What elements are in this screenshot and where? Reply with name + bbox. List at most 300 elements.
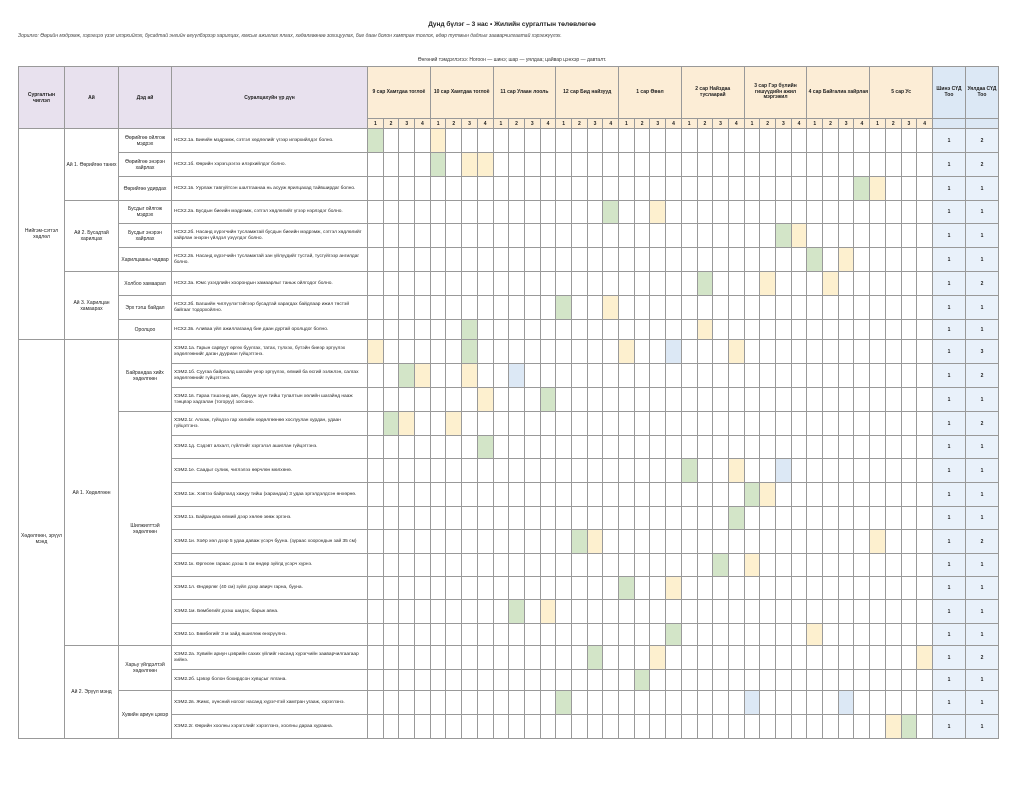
week-cell bbox=[415, 670, 431, 691]
new-count-cell: 1 bbox=[932, 272, 965, 296]
week-cell bbox=[713, 272, 729, 296]
week-cell bbox=[807, 153, 823, 177]
week-cell bbox=[415, 436, 431, 459]
week-cell bbox=[430, 483, 446, 507]
annual-plan-table bbox=[18, 66, 999, 739]
aim-cell: Ай 2. Эрүүл мэнд bbox=[65, 646, 119, 739]
week-number: 2 bbox=[509, 119, 525, 129]
week-cell bbox=[917, 624, 933, 646]
week-cell bbox=[807, 670, 823, 691]
week-cell-new bbox=[509, 600, 525, 624]
week-cell bbox=[524, 507, 540, 530]
week-cell bbox=[917, 272, 933, 296]
count-spacer bbox=[965, 119, 998, 129]
week-cell bbox=[901, 554, 917, 577]
week-cell bbox=[823, 224, 839, 248]
table-row bbox=[19, 646, 999, 670]
week-cell bbox=[681, 340, 697, 364]
week-cell bbox=[556, 224, 572, 248]
learning-outcome-cell: НСХ2.3в. Аливаа үйл ажиллагаанд бие даан дуртай оролцдог болно. bbox=[172, 320, 368, 340]
week-cell bbox=[760, 507, 776, 530]
table-row bbox=[19, 224, 999, 248]
learning-outcome-cell: НСХ2.1в. Уурлаж тавгүйтсэн шалтгаанаа нь асууж ярилцахад тайвширдаг болно. bbox=[172, 177, 368, 201]
sub-aim-cell: Бусдыг ойлгож мэдрэх bbox=[119, 201, 172, 224]
week-cell bbox=[728, 436, 744, 459]
week-cell bbox=[540, 483, 556, 507]
week-cell bbox=[760, 715, 776, 739]
week-cell bbox=[556, 483, 572, 507]
week-cell bbox=[885, 248, 901, 272]
table-row bbox=[19, 296, 999, 320]
week-cell bbox=[728, 577, 744, 600]
week-cell bbox=[791, 201, 807, 224]
week-cell bbox=[870, 224, 886, 248]
week-cell bbox=[540, 224, 556, 248]
week-cell bbox=[446, 646, 462, 670]
week-cell bbox=[666, 600, 682, 624]
learning-outcome-cell: ХЭМ2.2б. Цэвэр болон бохирдсон хувцсыг ялгана. bbox=[172, 670, 368, 691]
week-cell bbox=[603, 600, 619, 624]
table-row bbox=[19, 177, 999, 201]
week-cell-link bbox=[823, 272, 839, 296]
week-cell bbox=[446, 248, 462, 272]
week-cell bbox=[368, 412, 384, 436]
week-cell bbox=[556, 436, 572, 459]
week-cell bbox=[430, 272, 446, 296]
week-cell-link bbox=[807, 624, 823, 646]
week-cell bbox=[430, 670, 446, 691]
week-cell bbox=[791, 388, 807, 412]
week-cell bbox=[430, 412, 446, 436]
week-cell bbox=[697, 646, 713, 670]
week-cell bbox=[603, 248, 619, 272]
week-cell bbox=[760, 691, 776, 715]
week-cell bbox=[619, 600, 635, 624]
week-cell bbox=[462, 670, 478, 691]
week-cell bbox=[917, 715, 933, 739]
week-cell bbox=[383, 646, 399, 670]
week-cell bbox=[446, 577, 462, 600]
learning-outcome-cell: ХЭМ2.1г. Алхаж, гүйхдээ гар хөлийн хөдөлгөөнөө хослуулан хурдан, удаан гүйцэтгэнэ. bbox=[172, 412, 368, 436]
learning-outcome-cell: НСХ2.1а. Биеийн мэдрэмж, сэтгэл хөдлөлийг үгээр илэрхийлдэг болно. bbox=[172, 129, 368, 153]
week-cell bbox=[728, 670, 744, 691]
week-cell bbox=[477, 577, 493, 600]
week-cell-link bbox=[760, 272, 776, 296]
week-cell bbox=[838, 436, 854, 459]
week-cell bbox=[917, 248, 933, 272]
week-cell bbox=[524, 483, 540, 507]
week-cell bbox=[713, 624, 729, 646]
week-cell bbox=[713, 483, 729, 507]
aim-cell: Ай 1. Хөдөлгөөн bbox=[65, 340, 119, 646]
page-title: Дунд бүлэг – 3 нас • Жилийн сургалтын төлөвлөгөө bbox=[428, 21, 596, 28]
week-cell bbox=[524, 691, 540, 715]
week-cell bbox=[870, 296, 886, 320]
week-cell bbox=[540, 201, 556, 224]
week-cell bbox=[556, 459, 572, 483]
week-cell bbox=[776, 646, 792, 670]
week-cell bbox=[619, 153, 635, 177]
week-cell bbox=[885, 436, 901, 459]
learning-outcome-cell: НСХ2.3б. Багшийн чиглүүлэгтэйгээр бусадтай харагдах байдлаар ижил төстэй байгааг тодорхойлно. bbox=[172, 296, 368, 320]
week-cell bbox=[415, 224, 431, 248]
week-cell bbox=[791, 715, 807, 739]
week-cell bbox=[760, 624, 776, 646]
week-cell bbox=[462, 459, 478, 483]
link-count-cell: 1 bbox=[965, 507, 998, 530]
week-cell bbox=[917, 691, 933, 715]
week-cell bbox=[713, 670, 729, 691]
week-cell bbox=[493, 320, 509, 340]
link-count-cell: 2 bbox=[965, 129, 998, 153]
week-cell bbox=[634, 388, 650, 412]
week-cell bbox=[493, 364, 509, 388]
week-cell bbox=[666, 507, 682, 530]
week-cell bbox=[368, 272, 384, 296]
week-cell bbox=[415, 600, 431, 624]
week-cell bbox=[870, 691, 886, 715]
week-cell bbox=[556, 715, 572, 739]
week-cell bbox=[854, 715, 870, 739]
week-cell bbox=[368, 600, 384, 624]
week-cell bbox=[744, 412, 760, 436]
week-cell bbox=[540, 646, 556, 670]
week-cell bbox=[634, 577, 650, 600]
week-cell bbox=[368, 320, 384, 340]
week-cell bbox=[587, 600, 603, 624]
week-cell bbox=[556, 201, 572, 224]
week-cell bbox=[477, 340, 493, 364]
week-cell bbox=[823, 646, 839, 670]
week-cell bbox=[383, 670, 399, 691]
week-cell bbox=[603, 177, 619, 201]
week-cell bbox=[556, 153, 572, 177]
week-cell bbox=[823, 129, 839, 153]
count-spacer bbox=[932, 119, 965, 129]
week-cell bbox=[713, 364, 729, 388]
week-cell bbox=[587, 153, 603, 177]
week-cell bbox=[477, 483, 493, 507]
week-cell bbox=[776, 715, 792, 739]
week-number: 1 bbox=[556, 119, 572, 129]
link-count-cell: 1 bbox=[965, 320, 998, 340]
week-cell bbox=[634, 507, 650, 530]
week-cell bbox=[697, 459, 713, 483]
week-cell bbox=[572, 715, 588, 739]
week-cell bbox=[697, 177, 713, 201]
week-number: 1 bbox=[368, 119, 384, 129]
week-cell bbox=[713, 715, 729, 739]
week-cell bbox=[462, 272, 478, 296]
week-cell bbox=[666, 646, 682, 670]
week-cell-link bbox=[462, 153, 478, 177]
week-cell bbox=[854, 670, 870, 691]
week-cell bbox=[415, 129, 431, 153]
week-cell bbox=[477, 530, 493, 554]
week-cell bbox=[807, 577, 823, 600]
week-cell bbox=[823, 340, 839, 364]
week-cell bbox=[917, 670, 933, 691]
week-cell bbox=[823, 624, 839, 646]
week-cell-new bbox=[556, 296, 572, 320]
week-cell bbox=[776, 248, 792, 272]
week-cell bbox=[650, 224, 666, 248]
week-cell bbox=[446, 459, 462, 483]
week-cell bbox=[744, 624, 760, 646]
sub-aim-cell: Хувийн ариун цэвэр bbox=[119, 691, 172, 739]
week-cell-link bbox=[430, 129, 446, 153]
week-cell bbox=[462, 296, 478, 320]
week-cell bbox=[870, 646, 886, 670]
week-cell bbox=[823, 483, 839, 507]
week-cell bbox=[650, 600, 666, 624]
week-cell bbox=[838, 272, 854, 296]
week-cell-link bbox=[603, 296, 619, 320]
week-cell bbox=[368, 646, 384, 670]
week-cell bbox=[838, 507, 854, 530]
week-number: 1 bbox=[430, 119, 446, 129]
week-cell bbox=[776, 624, 792, 646]
week-cell bbox=[556, 507, 572, 530]
week-cell bbox=[446, 436, 462, 459]
col-header-count-link: Уялдаа СҮД Тоо bbox=[965, 67, 998, 119]
week-cell bbox=[838, 201, 854, 224]
week-cell bbox=[760, 153, 776, 177]
week-cell bbox=[399, 177, 415, 201]
week-cell bbox=[917, 320, 933, 340]
week-cell-link bbox=[462, 364, 478, 388]
week-cell bbox=[697, 388, 713, 412]
week-cell bbox=[477, 412, 493, 436]
week-cell bbox=[791, 340, 807, 364]
learning-outcome-cell: НСХ2.2в. Насанд хүрэгчийн тусламжтай зан үйлүүдийг тустай, тусгүйгээр ангилдаг болно. bbox=[172, 248, 368, 272]
week-cell bbox=[399, 153, 415, 177]
week-cell bbox=[776, 412, 792, 436]
week-cell bbox=[791, 436, 807, 459]
new-count-cell: 1 bbox=[932, 340, 965, 364]
week-cell bbox=[870, 507, 886, 530]
week-cell bbox=[368, 248, 384, 272]
week-cell bbox=[681, 412, 697, 436]
week-cell bbox=[728, 248, 744, 272]
week-cell bbox=[901, 224, 917, 248]
week-cell bbox=[885, 670, 901, 691]
week-cell bbox=[634, 129, 650, 153]
week-cell bbox=[415, 483, 431, 507]
week-cell bbox=[776, 670, 792, 691]
week-cell bbox=[619, 388, 635, 412]
week-cell bbox=[509, 177, 525, 201]
week-cell bbox=[760, 177, 776, 201]
week-cell bbox=[713, 507, 729, 530]
week-cell bbox=[462, 624, 478, 646]
week-cell bbox=[572, 224, 588, 248]
week-cell bbox=[430, 388, 446, 412]
week-cell bbox=[681, 296, 697, 320]
new-count-cell: 1 bbox=[932, 224, 965, 248]
week-cell bbox=[728, 715, 744, 739]
week-cell bbox=[760, 248, 776, 272]
week-cell bbox=[509, 436, 525, 459]
week-cell bbox=[524, 129, 540, 153]
new-count-cell: 1 bbox=[932, 296, 965, 320]
week-cell bbox=[823, 320, 839, 340]
week-cell bbox=[917, 224, 933, 248]
col-header-count-new: Шинэ СҮД Тоо bbox=[932, 67, 965, 119]
week-cell bbox=[666, 153, 682, 177]
week-cell bbox=[587, 624, 603, 646]
week-cell bbox=[917, 153, 933, 177]
week-cell bbox=[713, 340, 729, 364]
week-cell bbox=[603, 364, 619, 388]
week-cell bbox=[728, 201, 744, 224]
week-cell bbox=[854, 691, 870, 715]
week-cell-new bbox=[572, 530, 588, 554]
week-cell bbox=[791, 412, 807, 436]
week-cell bbox=[870, 554, 886, 577]
week-cell bbox=[540, 554, 556, 577]
week-cell bbox=[619, 412, 635, 436]
week-cell bbox=[838, 224, 854, 248]
week-cell bbox=[509, 412, 525, 436]
week-cell bbox=[697, 530, 713, 554]
week-cell bbox=[791, 600, 807, 624]
week-cell bbox=[399, 272, 415, 296]
week-cell bbox=[650, 248, 666, 272]
week-cell bbox=[415, 177, 431, 201]
week-cell bbox=[556, 340, 572, 364]
week-cell bbox=[791, 272, 807, 296]
week-cell-link bbox=[477, 153, 493, 177]
week-cell bbox=[807, 554, 823, 577]
week-cell bbox=[823, 201, 839, 224]
week-cell bbox=[634, 272, 650, 296]
week-cell bbox=[634, 224, 650, 248]
month-header: 3 сар Гэр бүлийн гишүүдийн ажил мэргэжил bbox=[744, 67, 807, 119]
week-number: 2 bbox=[634, 119, 650, 129]
week-cell bbox=[807, 646, 823, 670]
week-cell bbox=[524, 600, 540, 624]
week-cell bbox=[462, 483, 478, 507]
week-cell bbox=[776, 129, 792, 153]
week-cell bbox=[587, 272, 603, 296]
link-count-cell: 1 bbox=[965, 224, 998, 248]
week-cell bbox=[760, 459, 776, 483]
table-row bbox=[19, 248, 999, 272]
week-cell bbox=[587, 364, 603, 388]
week-cell bbox=[462, 224, 478, 248]
week-cell bbox=[430, 624, 446, 646]
week-cell bbox=[446, 129, 462, 153]
week-cell bbox=[603, 224, 619, 248]
week-cell bbox=[854, 412, 870, 436]
week-cell bbox=[917, 340, 933, 364]
week-cell bbox=[917, 412, 933, 436]
new-count-cell: 1 bbox=[932, 600, 965, 624]
week-cell bbox=[619, 691, 635, 715]
new-count-cell: 1 bbox=[932, 554, 965, 577]
week-cell bbox=[383, 691, 399, 715]
week-cell bbox=[776, 577, 792, 600]
week-cell bbox=[524, 201, 540, 224]
week-cell bbox=[885, 554, 901, 577]
week-cell bbox=[666, 715, 682, 739]
week-cell bbox=[807, 296, 823, 320]
link-count-cell: 3 bbox=[965, 340, 998, 364]
week-cell-new bbox=[462, 320, 478, 340]
week-cell bbox=[493, 272, 509, 296]
week-cell bbox=[603, 153, 619, 177]
new-count-cell: 1 bbox=[932, 388, 965, 412]
week-cell-new bbox=[587, 646, 603, 670]
week-cell bbox=[791, 577, 807, 600]
new-count-cell: 1 bbox=[932, 412, 965, 436]
week-cell bbox=[477, 201, 493, 224]
week-cell bbox=[744, 248, 760, 272]
week-cell bbox=[666, 530, 682, 554]
week-cell bbox=[368, 436, 384, 459]
week-cell bbox=[854, 600, 870, 624]
week-cell bbox=[681, 129, 697, 153]
week-cell bbox=[462, 201, 478, 224]
week-cell bbox=[870, 201, 886, 224]
new-count-cell: 1 bbox=[932, 153, 965, 177]
week-cell bbox=[901, 129, 917, 153]
new-count-cell: 1 bbox=[932, 577, 965, 600]
week-cell bbox=[572, 483, 588, 507]
week-cell bbox=[744, 340, 760, 364]
week-cell-new bbox=[430, 153, 446, 177]
week-cell bbox=[509, 715, 525, 739]
week-cell bbox=[728, 224, 744, 248]
week-cell bbox=[524, 177, 540, 201]
week-cell bbox=[462, 577, 478, 600]
week-cell bbox=[462, 530, 478, 554]
week-cell bbox=[415, 577, 431, 600]
week-cell-new bbox=[744, 483, 760, 507]
week-cell bbox=[666, 436, 682, 459]
week-cell bbox=[446, 483, 462, 507]
week-cell bbox=[603, 412, 619, 436]
week-cell bbox=[901, 272, 917, 296]
week-cell bbox=[368, 296, 384, 320]
table-row bbox=[19, 272, 999, 296]
week-cell bbox=[823, 600, 839, 624]
week-cell bbox=[854, 388, 870, 412]
week-cell bbox=[603, 646, 619, 670]
week-cell bbox=[634, 436, 650, 459]
week-cell bbox=[870, 459, 886, 483]
week-cell-new bbox=[728, 507, 744, 530]
week-cell bbox=[383, 483, 399, 507]
week-cell bbox=[587, 201, 603, 224]
new-count-cell: 1 bbox=[932, 691, 965, 715]
learning-outcome-cell: ХЭМ2.1з. Байрандаа өлмий дээр хөлөө зөөж эргэнэ. bbox=[172, 507, 368, 530]
week-cell bbox=[383, 177, 399, 201]
week-cell bbox=[744, 320, 760, 340]
week-cell bbox=[430, 436, 446, 459]
week-cell bbox=[681, 691, 697, 715]
week-cell bbox=[885, 624, 901, 646]
week-cell bbox=[477, 177, 493, 201]
week-cell bbox=[430, 646, 446, 670]
new-count-cell: 1 bbox=[932, 459, 965, 483]
week-cell bbox=[791, 646, 807, 670]
week-cell bbox=[368, 691, 384, 715]
week-cell bbox=[760, 530, 776, 554]
week-number: 1 bbox=[807, 119, 823, 129]
week-cell bbox=[885, 272, 901, 296]
